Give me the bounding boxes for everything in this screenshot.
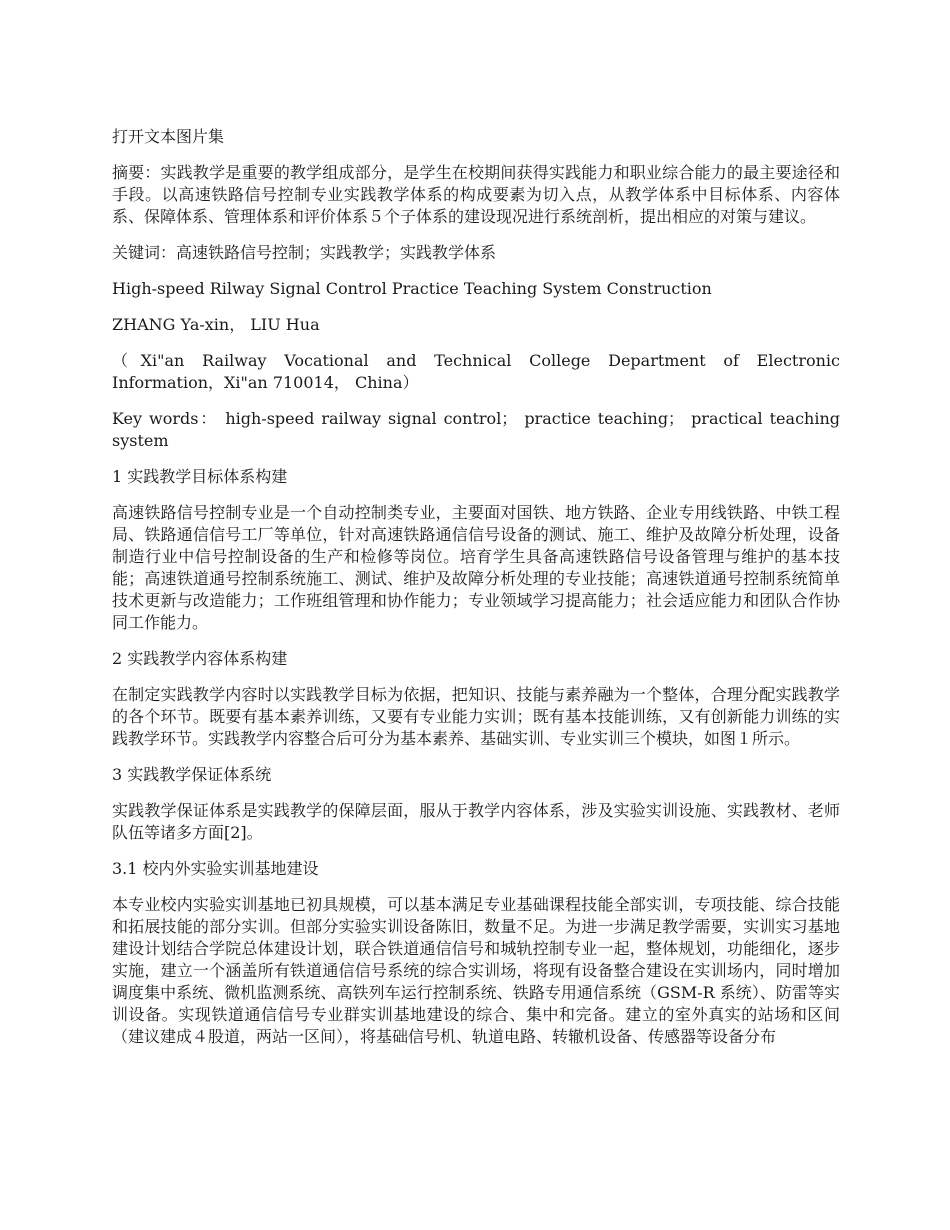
keywords-cn: 关键词：高速铁路信号控制；实践教学；实践教学体系 xyxy=(112,243,497,262)
section-3-heading: 3 实践教学保证体系统 xyxy=(112,765,272,784)
document-body xyxy=(112,126,840,1062)
authors-en: ZHANG Ya-xin， LIU Hua xyxy=(112,315,320,334)
section-3-1-heading: 3.1 校内外实验实训基地建设 xyxy=(112,859,319,878)
section-3-1-paragraph: 本专业校内实验实训基地已初具规模，可以基本满足专业基础课程技能全部实训，专项技能、综合技能和拓展技能的部分实训。但部分实验实训设备陈旧，数量不足。为进一步满足教学需要，实训实习基地建设计划结合学院总体建设计划，联合铁道通信信号和城轨控制专业一起，整体规划，功能细化，逐步实施，建立一个涵盖所有铁道通信信号系统的综合实训场，将现有设备整合建设在实训场内，同时增加调度集中系统、微机监测系统、高铁列车运行控制系统、铁路专用通信系统（GSM-R 系统）、防雷等实训设备。实现铁道通信信号专业群实训基地建设的综合、集中和完备。建立的室外真实的站场和区间（建议建成４股道，两站一区间），将基础信号机、轨道电路、转辙机设备、传感器等设备分布 xyxy=(112,895,840,1046)
open-gallery-text: 打开文本图片集 xyxy=(112,127,225,146)
section-1-heading: 1 实践教学目标体系构建 xyxy=(112,467,288,486)
abstract-paragraph: 摘要：实践教学是重要的教学组成部分，是学生在校期间获得实践能力和职业综合能力的最主要途径和手段。以高速铁路信号控制专业实践教学体系的构成要素为切入点，从教学体系中目标体系、内容体系、保障体系、管理体系和评价体系５个子体系的建设现况进行系统剖析，提出相应的对策与建议。 xyxy=(112,163,840,226)
affiliation-en: （Xi"an Railway Vocational and Technical College Department of Electronic Information，Xi"an 710014， China） xyxy=(112,351,840,392)
section-2-paragraph: 在制定实践教学内容时以实践教学目标为依据，把知识、技能与素养融为一个整体，合理分配实践教学的各个环节。既要有基本素养训练，又要有专业能力实训；既有基本技能训练，又有创新能力训练的实践教学环节。实践教学内容整合后可分为基本素养、基础实训、专业实训三个模块，如图１所示。 xyxy=(112,685,840,748)
title-en: High-speed Rilway Signal Control Practice Teaching System Construction xyxy=(112,279,712,298)
keywords-en: Key words： high-speed railway signal control； practice teaching； practical teaching system xyxy=(112,409,840,450)
section-2-heading: 2 实践教学内容体系构建 xyxy=(112,649,288,668)
section-3-paragraph: 实践教学保证体系是实践教学的保障层面，服从于教学内容体系，涉及实验实训设施、实践教材、老师队伍等诸多方面[2]。 xyxy=(112,801,840,842)
section-1-paragraph: 高速铁路信号控制专业是一个自动控制类专业，主要面对国铁、地方铁路、企业专用线铁路、中铁工程局、铁路通信信号工厂等单位，针对高速铁路通信信号设备的测试、施工、维护及故障分析处理，设备制造行业中信号控制设备的生产和检修等岗位。培育学生具备高速铁路信号设备管理与维护的基本技能；高速铁道通号控制系统施工、测试、维护及故障分析处理的专业技能；高速铁道通号控制系统简单技术更新与改造能力；工作班组管理和协作能力；专业领域学习提高能力；社会适应能力和团队合作协同工作能力。 xyxy=(112,503,840,632)
